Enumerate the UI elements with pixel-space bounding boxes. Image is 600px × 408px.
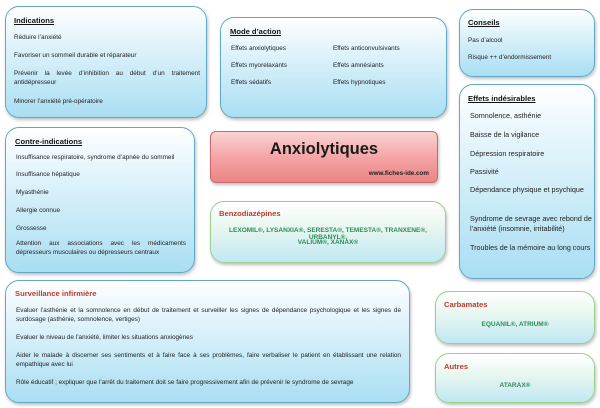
contre-item: Myasthénie	[16, 189, 49, 196]
mode-action-right-item: Effets anticonvulsivants	[333, 45, 400, 52]
carbamates-box	[435, 291, 595, 344]
conseils-title: Conseils	[468, 18, 500, 27]
carbamates-title: Carbamates	[444, 300, 488, 309]
benzodiazepines-box	[210, 201, 446, 263]
benzodiazepines-drugs-line2: VALIUM®, XANAX®	[297, 239, 359, 246]
mode-action-left-item: Effets anxiolytiques	[231, 45, 286, 52]
effets-indesirables-title: Effets indésirables	[468, 94, 536, 103]
mode-action-box	[220, 17, 447, 118]
carbamates-drugs: EQUANIL®, ATRIUM®	[481, 321, 549, 328]
indications-item: Minorer l’anxiété pré-opératoire	[14, 98, 103, 105]
benzodiazepines-drugs-line1: LEXOMIL®, LYSANXIA®, SERESTA®, TEMESTA®, TRANXENE®, URBANYL®,	[229, 227, 427, 241]
effets-indesirables-box	[459, 84, 595, 279]
surveillance-item: Aider le malade à discerner ses sentiments et à faire face à ses problèmes, faire verbaliser le patient en établissant une relation empathique avec lui	[16, 352, 401, 368]
contre-indications-title: Contre-indications	[15, 137, 83, 146]
mode-action-left-item: Effets myorelaxants	[231, 62, 288, 69]
title-box	[210, 131, 438, 183]
surveillance-item: Evaluer l’asthénie et la somnolence en début de traitement et surveiller les signes de dépendance psychologique et les signes de surdosage (asthénie, somnolence, vertiges)	[16, 307, 401, 323]
mode-action-left-item: Effets sédatifs	[231, 79, 272, 86]
conseils-item: Pas d’alcool	[468, 37, 503, 44]
page-title: Anxiolytiques	[269, 140, 379, 158]
indications-item: Favoriser un sommeil durable et réparateur	[14, 52, 137, 59]
contre-indications-box	[5, 127, 195, 273]
effets-item: Troubles de la mémoire au long cours	[470, 243, 591, 252]
contre-item: Allergie connue	[16, 207, 61, 214]
indications-item: Réduire l’anxiété	[14, 34, 62, 41]
conseils-box	[459, 9, 595, 77]
contre-item: Attention aux associations avec les médicaments dépresseurs musculaires ou dépresseurs centraux	[16, 240, 186, 256]
mode-action-title: Mode d’action	[230, 27, 282, 36]
contre-item: Grossesse	[16, 225, 47, 232]
autres-box	[435, 353, 595, 403]
benzodiazepines-title: Benzodiazépines	[219, 209, 281, 218]
effets-item: Somnolence, asthénie	[470, 111, 542, 120]
site-url: www.fiches-ide.com	[368, 170, 429, 177]
contre-item: Insuffisance hépatique	[16, 171, 80, 178]
mode-action-right-item: Effets hypnotiques	[333, 79, 386, 86]
conseils-item: Risque ++ d’endormissement	[468, 54, 552, 61]
surveillance-title: Surveillance infirmière	[15, 289, 97, 298]
indications-title: Indications	[14, 16, 55, 25]
indications-box	[5, 6, 207, 118]
contre-item: Insuffisance respiratoire, syndrome d’apnée du sommeil	[16, 154, 175, 161]
effets-item: Syndrome de sevrage avec rebond de l’anxiété (insomnie, irritabilité)	[470, 214, 592, 233]
effets-item: Dépression respiratoire	[470, 149, 545, 158]
surveillance-item: Rôle éducatif ; expliquer que l’arrêt du traitement doit se faire progressivement afin de prévenir le syndrome de sevrage	[16, 379, 354, 386]
autres-drugs: ATARAX®	[499, 382, 531, 389]
effets-item: Dépendance physique et psychique	[470, 185, 584, 194]
autres-title: Autres	[444, 362, 469, 371]
mode-action-right-item: Effets amnésiants	[333, 62, 384, 69]
surveillance-box	[5, 280, 410, 403]
effets-item: Baisse de la vigilance	[470, 130, 540, 139]
indications-item: Prévenir la levée d’inhibition au début d’un traitement antidépresseur	[14, 70, 200, 86]
effets-item: Passivité	[470, 167, 499, 176]
surveillance-item: Evaluer le niveau de l’anxiété, limiter les situations anxiogènes	[16, 334, 193, 341]
